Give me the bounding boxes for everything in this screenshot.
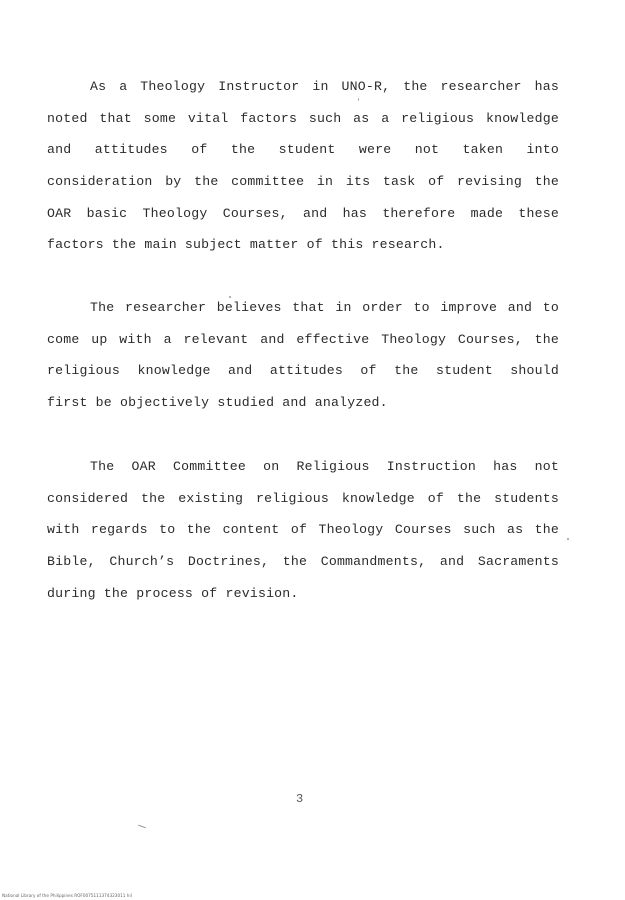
scan-speck xyxy=(138,825,146,829)
paragraph-line: with regards to the content of Theology Courses such as the xyxy=(47,522,559,538)
paragraph-line: OAR basic Theology Courses, and has therefore made these xyxy=(47,205,559,221)
scan-speck xyxy=(358,98,359,101)
paragraph-line: first be objectively studied and analyzed. xyxy=(47,395,388,411)
paragraph-line: The researcher believes that in order to improve and to xyxy=(90,300,559,315)
paragraph-line: The OAR Committee on Religious Instruction has not xyxy=(90,459,559,474)
page-number: 3 xyxy=(296,792,304,806)
scan-speck xyxy=(229,296,231,298)
paragraph-line: Bible, Church’s Doctrines, the Commandments, and Sacraments xyxy=(47,554,559,570)
paragraph-line: during the process of revision. xyxy=(47,585,299,601)
paragraph-line: considered the existing religious knowledge of the students xyxy=(47,490,559,506)
paragraph-2 xyxy=(47,292,559,419)
paragraph-line: consideration by the committee in its task of revising the xyxy=(47,174,559,190)
paragraph-1 xyxy=(47,71,559,261)
paragraph-line: factors the main subject matter of this research. xyxy=(47,237,445,253)
paragraph-line: noted that some vital factors such as a religious knowledge xyxy=(47,110,559,126)
paragraph-line: come up with a relevant and effective Theology Courses, the xyxy=(47,331,559,347)
scan-footer: National Library of the Philippines ROF0075111374323011 hil xyxy=(2,893,132,898)
paragraph-line: and attitudes of the student were not taken into xyxy=(47,142,559,158)
scan-speck xyxy=(567,538,569,540)
paragraph-line: As a Theology Instructor in UNO-R, the researcher has xyxy=(90,79,559,94)
paragraph-line: religious knowledge and attitudes of the student should xyxy=(47,363,559,379)
paragraph-3 xyxy=(47,451,559,609)
